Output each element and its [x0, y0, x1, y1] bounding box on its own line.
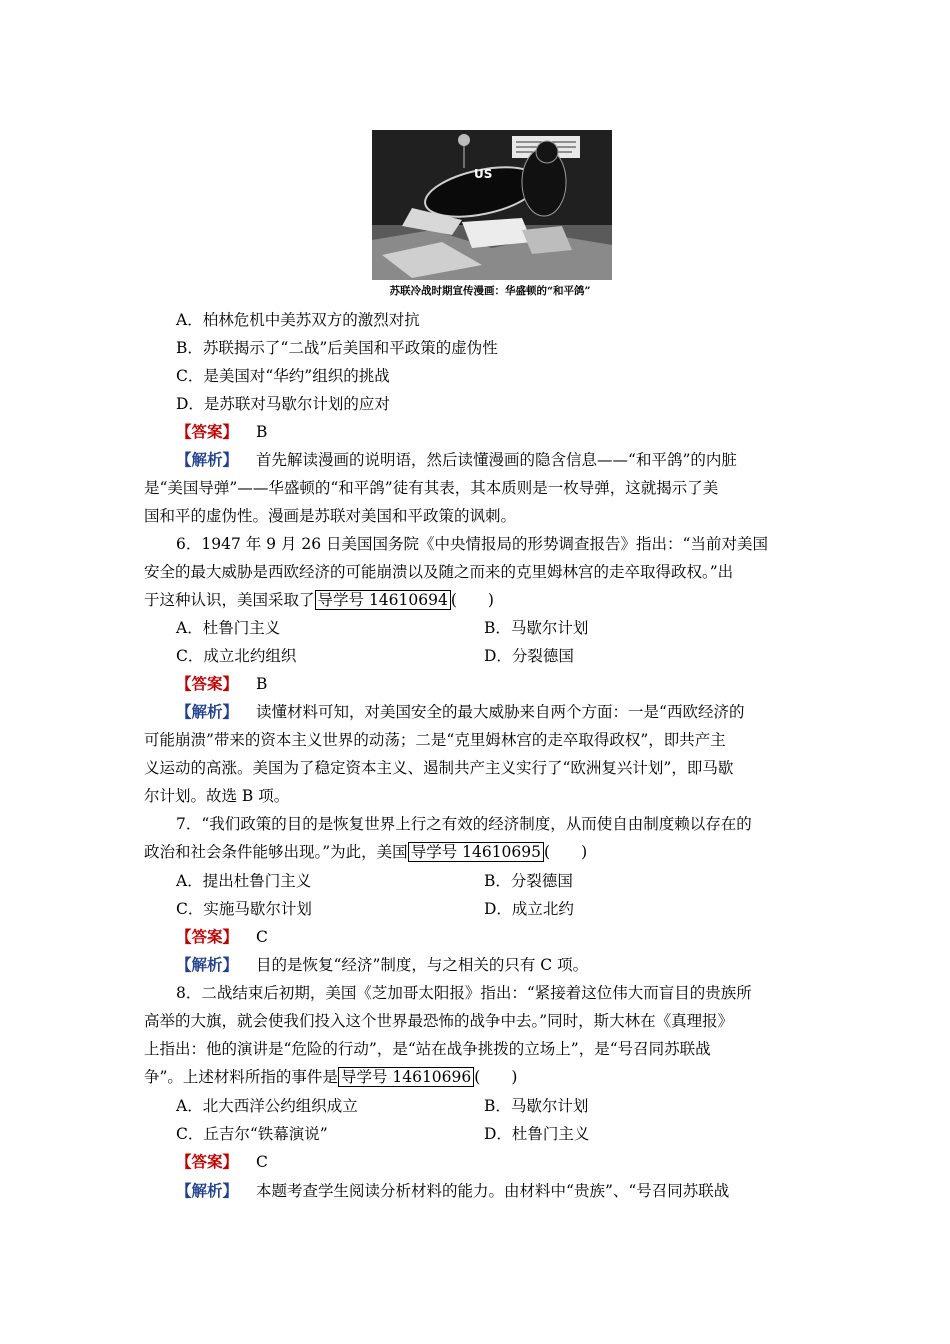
q6-analysis-line-1	[176, 701, 744, 723]
q6-option-c: C．成立北约组织	[176, 647, 297, 665]
q5-option-a: A．柏林危机中美苏双方的激烈对抗	[176, 311, 420, 329]
q8-stem-line-3: 上指出：他的演讲是“危险的行动”，是“站在战争挑拨的立场上”，是“号召同苏联战	[144, 1040, 711, 1058]
stem-text: 政治和社会条件能够出现。”为此，美国	[144, 843, 408, 861]
q5-analysis-line-3: 国和平的虚伪性。漫画是苏联对美国和平政策的讽刺。	[144, 507, 517, 525]
q7-answer	[176, 926, 268, 948]
q8-stem-line-2: 高举的大旗，就会使我们投入这个世界最恐怖的战争中去。”同时，斯大林在《真理报》	[144, 1012, 734, 1030]
answer-letter: C	[256, 928, 268, 946]
q5-answer	[176, 421, 267, 443]
cartoon-drawing	[372, 130, 612, 280]
answer-letter: B	[256, 423, 268, 441]
guide-code: 导学号 14610694	[315, 590, 451, 610]
answer-paren: ( )	[450, 591, 494, 609]
q8-stem-line-4	[144, 1066, 517, 1088]
q5-option-d: D．是苏联对马歇尔计划的应对	[176, 395, 390, 413]
answer-paren: ( )	[474, 1068, 518, 1086]
q7-option-d: D．成立北约	[484, 900, 574, 918]
guide-code: 导学号 14610696	[338, 1067, 474, 1087]
answer-letter: B	[256, 675, 268, 693]
answer-tag: 【答案】	[176, 422, 239, 441]
q6-option-d: D．分裂德国	[484, 647, 574, 665]
q5-option-b: B．苏联揭示了“二战”后美国和平政策的虚伪性	[176, 339, 498, 357]
q8-option-d: D．杜鲁门主义	[484, 1125, 590, 1143]
analysis-text: 目的是恢复“经济”制度，与之相关的只有 C 项。	[256, 956, 589, 974]
q6-stem-line-3	[144, 589, 494, 611]
q7-option-c: C．实施马歇尔计划	[176, 900, 312, 918]
analysis-text: 读懂材料可知，对美国安全的最大威胁来自两个方面：一是“西欧经济的	[256, 703, 745, 721]
analysis-tag: 【解析】	[176, 450, 239, 469]
bomb-label: US	[474, 167, 493, 181]
cartoon-image	[372, 130, 612, 280]
q8-option-c: C．丘吉尔“铁幕演说”	[176, 1125, 328, 1143]
answer-tag: 【答案】	[176, 674, 239, 693]
q6-analysis-line-3: 义运动的高涨。美国为了稳定资本主义、遏制共产主义实行了“欧洲复兴计划”，即马歇	[144, 759, 734, 777]
q7-analysis-line-1	[176, 954, 588, 976]
stem-text: 于这种认识，美国采取了	[144, 591, 315, 609]
analysis-text: 本题考查学生阅读分析材料的能力。由材料中“贵族”、“号召同苏联战	[256, 1182, 730, 1200]
figure-caption: 苏联冷战时期宣传漫画：华盛顿的“和平鸽”	[389, 285, 591, 297]
answer-letter: C	[256, 1153, 268, 1171]
q6-stem-line-1: 6．1947 年 9 月 26 日美国国务院《中央情报局的形势调查报告》指出：“当前对美国	[176, 535, 768, 553]
q8-option-b: B．马歇尔计划	[484, 1097, 589, 1115]
q5-analysis-line-2: 是“美国导弹”——华盛顿的“和平鸽”徒有其表，其本质则是一枚导弹，这就揭示了美	[144, 479, 719, 497]
q7-option-a: A．提出杜鲁门主义	[176, 872, 312, 890]
q6-option-b: B．马歇尔计划	[484, 619, 589, 637]
q6-option-a: A．杜鲁门主义	[176, 619, 281, 637]
answer-tag: 【答案】	[176, 927, 239, 946]
answer-tag: 【答案】	[176, 1152, 239, 1171]
q7-stem-line-2	[144, 841, 587, 863]
q6-analysis-line-2: 可能崩溃”带来的资本主义世界的动荡；二是“克里姆林宫的走卒取得政权”，即共产主	[144, 731, 726, 749]
guide-code: 导学号 14610695	[408, 842, 544, 862]
q6-answer	[176, 673, 267, 695]
q8-analysis-line-1	[176, 1180, 729, 1202]
analysis-tag: 【解析】	[176, 955, 239, 974]
q5-option-c: C．是美国对“华约”组织的挑战	[176, 367, 390, 385]
answer-paren: ( )	[544, 843, 588, 861]
q7-stem-line-1: 7．“我们政策的目的是恢复世界上行之有效的经济制度，从而使自由制度赖以存在的	[176, 815, 752, 833]
q5-analysis-line-1	[176, 449, 737, 471]
stem-text: 争”。上述材料所指的事件是	[144, 1068, 338, 1086]
q8-option-a: A．北大西洋公约组织成立	[176, 1097, 358, 1115]
q8-answer	[176, 1151, 268, 1173]
q6-stem-line-2: 安全的最大威胁是西欧经济的可能崩溃以及随之而来的克里姆林宫的走卒取得政权。”出	[144, 563, 734, 581]
analysis-text: 首先解读漫画的说明语，然后读懂漫画的隐含信息——“和平鸽”的内脏	[256, 451, 737, 469]
analysis-tag: 【解析】	[176, 1181, 239, 1200]
q6-analysis-line-4: 尔计划。故选 B 项。	[144, 787, 290, 805]
q7-option-b: B．分裂德国	[484, 872, 573, 890]
q8-stem-line-1: 8．二战结束后初期，美国《芝加哥太阳报》指出：“紧接着这位伟大而盲目的贵族所	[176, 984, 752, 1002]
analysis-tag: 【解析】	[176, 702, 239, 721]
